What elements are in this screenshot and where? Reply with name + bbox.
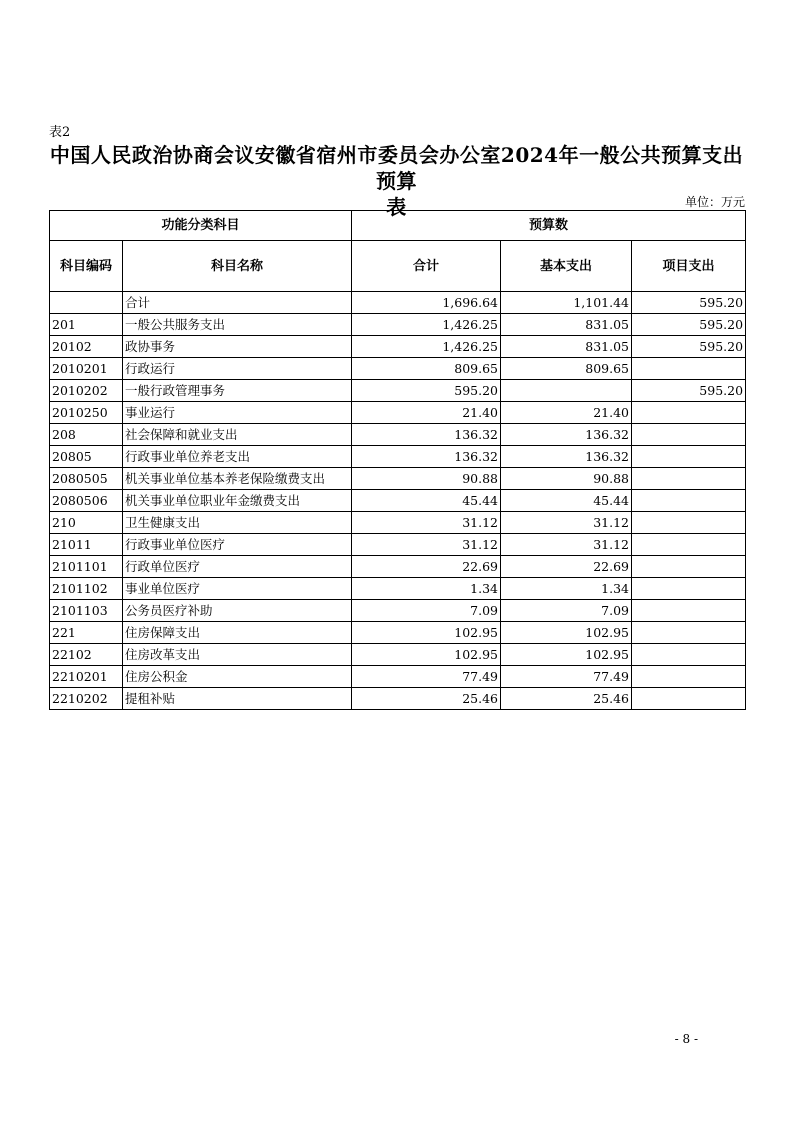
cell-basic: 25.46: [501, 688, 632, 710]
cell-name: 机关事业单位职业年金缴费支出: [123, 490, 352, 512]
table-row: [50, 600, 746, 622]
cell-project: [632, 534, 746, 556]
page-number: - 8 -: [674, 1032, 698, 1046]
cell-project: [632, 512, 746, 534]
cell-total: 90.88: [352, 468, 501, 490]
cell-total: 25.46: [352, 688, 501, 710]
column-header-project: 项目支出: [632, 241, 746, 292]
group-header-row: [50, 211, 746, 241]
table-row: [50, 292, 746, 314]
cell-project: 595.20: [632, 314, 746, 336]
cell-project: 595.20: [632, 380, 746, 402]
cell-code: 2101101: [50, 556, 123, 578]
cell-project: [632, 644, 746, 666]
table-row: [50, 314, 746, 336]
cell-name: 公务员医疗补助: [123, 600, 352, 622]
cell-project: 595.20: [632, 336, 746, 358]
cell-total: 136.32: [352, 424, 501, 446]
cell-basic: 102.95: [501, 622, 632, 644]
table-row: [50, 512, 746, 534]
cell-project: [632, 666, 746, 688]
cell-code: 22102: [50, 644, 123, 666]
cell-total: 22.69: [352, 556, 501, 578]
cell-name: 合计: [123, 292, 352, 314]
cell-project: [632, 358, 746, 380]
page-title-line-1: 中国人民政治协商会议安徽省宿州市委员会办公室2024年一般公共预算支出预算: [49, 143, 744, 193]
cell-basic: [501, 380, 632, 402]
cell-project: [632, 600, 746, 622]
cell-total: 102.95: [352, 644, 501, 666]
table-row: [50, 358, 746, 380]
cell-basic: 136.32: [501, 424, 632, 446]
cell-name: 行政单位医疗: [123, 556, 352, 578]
table-row: [50, 402, 746, 424]
cell-code: [50, 292, 123, 314]
cell-basic: 21.40: [501, 402, 632, 424]
table-row: [50, 424, 746, 446]
function-class-header: 功能分类科目: [50, 211, 352, 241]
cell-name: 行政事业单位医疗: [123, 534, 352, 556]
cell-code: 2101102: [50, 578, 123, 600]
cell-code: 21011: [50, 534, 123, 556]
cell-code: 2080506: [50, 490, 123, 512]
cell-total: 45.44: [352, 490, 501, 512]
cell-code: 2101103: [50, 600, 123, 622]
cell-code: 2010201: [50, 358, 123, 380]
table-row: [50, 688, 746, 710]
cell-basic: 31.12: [501, 512, 632, 534]
cell-name: 行政运行: [123, 358, 352, 380]
page-title-line-2: 表: [386, 195, 407, 219]
cell-total: 31.12: [352, 512, 501, 534]
cell-name: 提租补贴: [123, 688, 352, 710]
budget-table: [49, 210, 746, 710]
cell-basic: 1.34: [501, 578, 632, 600]
cell-basic: 22.69: [501, 556, 632, 578]
table-row: [50, 534, 746, 556]
cell-basic: 7.09: [501, 600, 632, 622]
cell-code: 2010250: [50, 402, 123, 424]
cell-name: 事业运行: [123, 402, 352, 424]
cell-project: [632, 468, 746, 490]
column-header-basic: 基本支出: [501, 241, 632, 292]
table-row: [50, 336, 746, 358]
cell-total: 77.49: [352, 666, 501, 688]
cell-total: 1.34: [352, 578, 501, 600]
cell-project: [632, 490, 746, 512]
cell-total: 1,696.64: [352, 292, 501, 314]
cell-total: 1,426.25: [352, 336, 501, 358]
page-title: [40, 142, 753, 220]
cell-total: 595.20: [352, 380, 501, 402]
cell-code: 2210202: [50, 688, 123, 710]
cell-code: 221: [50, 622, 123, 644]
cell-total: 136.32: [352, 446, 501, 468]
cell-project: [632, 622, 746, 644]
cell-name: 政协事务: [123, 336, 352, 358]
column-header-row: [50, 241, 746, 292]
cell-basic: 77.49: [501, 666, 632, 688]
cell-code: 20102: [50, 336, 123, 358]
cell-name: 一般行政管理事务: [123, 380, 352, 402]
cell-basic: 809.65: [501, 358, 632, 380]
cell-basic: 831.05: [501, 314, 632, 336]
cell-basic: 831.05: [501, 336, 632, 358]
cell-name: 事业单位医疗: [123, 578, 352, 600]
table-row: [50, 666, 746, 688]
table-row: [50, 380, 746, 402]
cell-basic: 45.44: [501, 490, 632, 512]
cell-code: 201: [50, 314, 123, 336]
cell-basic: 136.32: [501, 446, 632, 468]
cell-name: 机关事业单位基本养老保险缴费支出: [123, 468, 352, 490]
table-row: [50, 644, 746, 666]
cell-basic: 90.88: [501, 468, 632, 490]
table-row: [50, 468, 746, 490]
cell-basic: 102.95: [501, 644, 632, 666]
cell-project: [632, 446, 746, 468]
table-row: [50, 490, 746, 512]
cell-total: 21.40: [352, 402, 501, 424]
cell-code: 2080505: [50, 468, 123, 490]
cell-project: [632, 688, 746, 710]
cell-code: 210: [50, 512, 123, 534]
cell-code: 208: [50, 424, 123, 446]
table-label: 表2: [49, 125, 71, 140]
budget-amount-header: 预算数: [352, 211, 746, 241]
table-row: [50, 622, 746, 644]
cell-basic: 1,101.44: [501, 292, 632, 314]
cell-project: [632, 578, 746, 600]
cell-name: 住房改革支出: [123, 644, 352, 666]
table-row: [50, 446, 746, 468]
cell-total: 31.12: [352, 534, 501, 556]
cell-total: 102.95: [352, 622, 501, 644]
cell-name: 住房公积金: [123, 666, 352, 688]
cell-project: [632, 556, 746, 578]
cell-name: 卫生健康支出: [123, 512, 352, 534]
cell-basic: 31.12: [501, 534, 632, 556]
cell-code: 2210201: [50, 666, 123, 688]
table-row: [50, 578, 746, 600]
table-row: [50, 556, 746, 578]
cell-name: 住房保障支出: [123, 622, 352, 644]
cell-name: 行政事业单位养老支出: [123, 446, 352, 468]
column-header-code: 科目编码: [50, 241, 123, 292]
cell-total: 7.09: [352, 600, 501, 622]
cell-total: 1,426.25: [352, 314, 501, 336]
cell-project: [632, 424, 746, 446]
cell-name: 一般公共服务支出: [123, 314, 352, 336]
cell-code: 20805: [50, 446, 123, 468]
cell-project: 595.20: [632, 292, 746, 314]
column-header-total: 合计: [352, 241, 501, 292]
cell-name: 社会保障和就业支出: [123, 424, 352, 446]
column-header-name: 科目名称: [123, 241, 352, 292]
cell-code: 2010202: [50, 380, 123, 402]
cell-project: [632, 402, 746, 424]
cell-total: 809.65: [352, 358, 501, 380]
unit-label: 单位：万元: [684, 195, 745, 209]
